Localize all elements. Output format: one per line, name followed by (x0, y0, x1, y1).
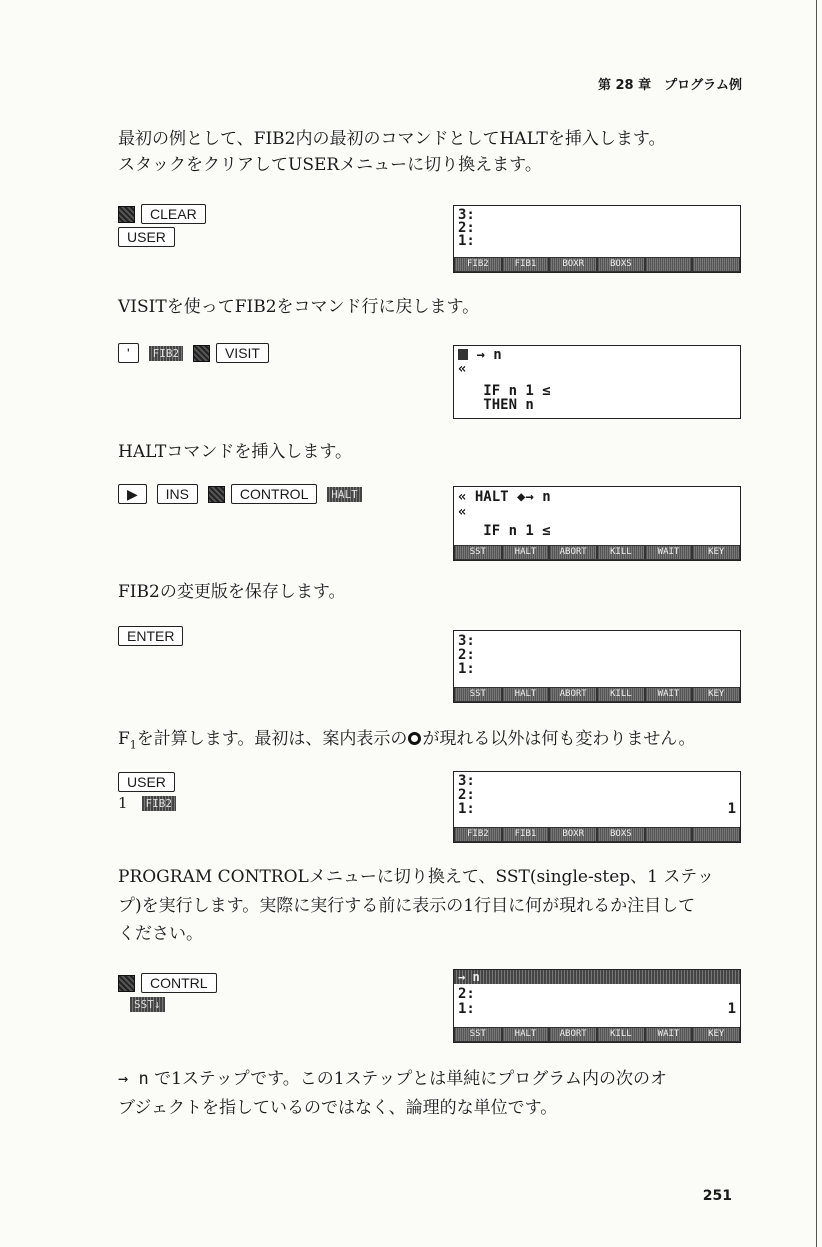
keystrokes-step-5b (118, 794, 182, 812)
softkey-wait: WAIT (646, 688, 692, 701)
softkey-sst: SST (455, 688, 501, 701)
fib2-softkey: FIB2 (142, 796, 177, 811)
softkey-abort: ABORT (550, 1028, 596, 1041)
keystrokes-step-6b (130, 995, 171, 1012)
softkey-6 (693, 828, 739, 841)
softkey-2: FIB1 (503, 258, 549, 271)
softkey-2: FIB1 (503, 828, 549, 841)
arrow-n-code: → n (118, 1069, 149, 1089)
softkey-5 (646, 258, 692, 271)
softkey-3: BOXR (550, 828, 596, 841)
softkey-kill: KILL (598, 546, 644, 559)
softkey-3: BOXR (550, 258, 596, 271)
paragraph-6-line-2: プ)を実行します。実際に実行する前に表示の1行目に何が現れるか注目して (118, 896, 696, 916)
softkey-abort: ABORT (550, 546, 596, 559)
visit-key: VISIT (216, 343, 269, 363)
softkey-wait: WAIT (646, 1028, 692, 1041)
lcd-display-2 (453, 345, 741, 419)
paragraph-6-line-3: ください。 (118, 924, 203, 944)
paragraph-1-line-2: スタックをクリアしてUSERメニューに切り換えます。 (118, 155, 542, 175)
stack-level-3: 3: (458, 207, 475, 223)
keystrokes-step-3 (118, 484, 368, 504)
softkey-6 (693, 258, 739, 271)
stack-level-1: 1: (458, 661, 475, 677)
stack-level-2: 2: (458, 986, 475, 1002)
paragraph-2: VISITを使ってFIB2をコマンド行に戻します。 (118, 297, 480, 317)
softkey-kill: KILL (598, 1028, 644, 1041)
softkey-menu (454, 1027, 740, 1042)
cursor-icon (458, 349, 468, 360)
ins-key: INS (157, 484, 198, 504)
shift-key-icon (118, 975, 135, 992)
softkey-4: BOXS (598, 828, 644, 841)
keystrokes-step-2 (118, 343, 275, 363)
softkey-1: FIB2 (455, 828, 501, 841)
lcd-display-4 (453, 630, 741, 703)
paragraph-5: $F_1$を計算します。最初は、案内表示の が現れる以外は何も変わりません。 (118, 729, 696, 752)
stack-level-1: 1: (458, 233, 475, 249)
lcd-display-3 (453, 486, 741, 561)
keystrokes-step-5 (118, 772, 181, 792)
softkey-halt: HALT (503, 1028, 549, 1041)
contrl-key: CONTRL (141, 973, 217, 993)
user-key: USER (118, 772, 175, 792)
control-key: CONTROL (231, 484, 317, 504)
right-arrow-key: ▶ (118, 484, 147, 504)
busy-annunciator-icon (408, 732, 421, 745)
paragraph-4: FIB2の変更版を保存します。 (118, 582, 346, 602)
softkey-menu (454, 545, 740, 560)
keystrokes-step-6 (118, 973, 223, 993)
command-line-4: THEN n (458, 397, 534, 413)
stack-level-3: 3: (458, 773, 475, 789)
fib2-softkey: FIB2 (149, 346, 184, 361)
highlighted-next-step: → n (454, 970, 740, 984)
enter-key: ENTER (118, 626, 183, 646)
softkey-abort: ABORT (550, 688, 596, 701)
clear-key: CLEAR (141, 204, 206, 224)
lcd-display-1 (453, 205, 741, 273)
softkey-1: FIB2 (455, 258, 501, 271)
shift-key-icon (193, 345, 210, 362)
stack-level-1: 1: 1 (458, 1001, 736, 1017)
command-line-3: IF n 1 ≤ (458, 523, 551, 539)
softkey-menu (454, 687, 740, 702)
command-line-1: « HALT ◆→ n (458, 489, 551, 505)
paragraph-3: HALTコマンドを挿入します。 (118, 442, 352, 462)
softkey-sst: SST (455, 1028, 501, 1041)
user-key: USER (118, 227, 175, 247)
stack-level-2: 2: (458, 647, 475, 663)
command-line-3: IF n 1 ≤ (458, 383, 551, 399)
softkey-4: BOXS (598, 258, 644, 271)
softkey-key: KEY (693, 546, 739, 559)
paragraph-7-line-2: ブジェクトを指しているのではなく、論理的な単位です。 (118, 1098, 558, 1118)
halt-softkey: HALT (327, 487, 362, 502)
keystrokes-step-1 (118, 204, 212, 224)
quote-key: ' (118, 343, 139, 363)
shift-key-icon (208, 486, 225, 503)
page-edge-rule (816, 0, 817, 1247)
lcd-display-6 (453, 969, 741, 1043)
command-line-1: → n (458, 349, 736, 361)
softkey-halt: HALT (503, 688, 549, 701)
softkey-key: KEY (693, 1028, 739, 1041)
softkey-kill: KILL (598, 688, 644, 701)
stack-level-3: 3: (458, 633, 475, 649)
chapter-header: 第 28 章 プログラム例 (597, 78, 742, 93)
stack-level-2: 2: (458, 220, 475, 236)
stack-level-1: 1: 1 (458, 801, 736, 817)
digit-1-key: 1 (118, 794, 128, 813)
command-line-2: « (458, 504, 467, 520)
softkey-wait: WAIT (646, 546, 692, 559)
stack-value: 1 (727, 1001, 736, 1017)
lcd-display-5 (453, 771, 741, 843)
stack-value: 1 (727, 801, 736, 817)
softkey-menu (454, 257, 740, 272)
sst-softkey: SST↓ (130, 997, 165, 1012)
page-number: 251 (702, 1188, 732, 1204)
paragraph-6-line-1: PROGRAM CONTROLメニューに切り換えて、SST(single-step、1 ステッ (118, 867, 715, 887)
paragraph-7-line-1: → n で1ステップです。この1ステップとは単純にプログラム内の次のオ (118, 1069, 668, 1089)
shift-key-icon (118, 206, 135, 223)
paragraph-1-line-1: 最初の例として、FIB2内の最初のコマンドとしてHALTを挿入します。 (118, 129, 666, 149)
command-line-2: « (458, 361, 467, 377)
stack-level-2: 2: (458, 787, 475, 803)
keystrokes-step-1b (118, 227, 181, 247)
softkey-halt: HALT (503, 546, 549, 559)
softkey-menu (454, 827, 740, 842)
softkey-5 (646, 828, 692, 841)
softkey-sst: SST (455, 546, 501, 559)
keystrokes-step-4 (118, 626, 189, 646)
softkey-key: KEY (693, 688, 739, 701)
